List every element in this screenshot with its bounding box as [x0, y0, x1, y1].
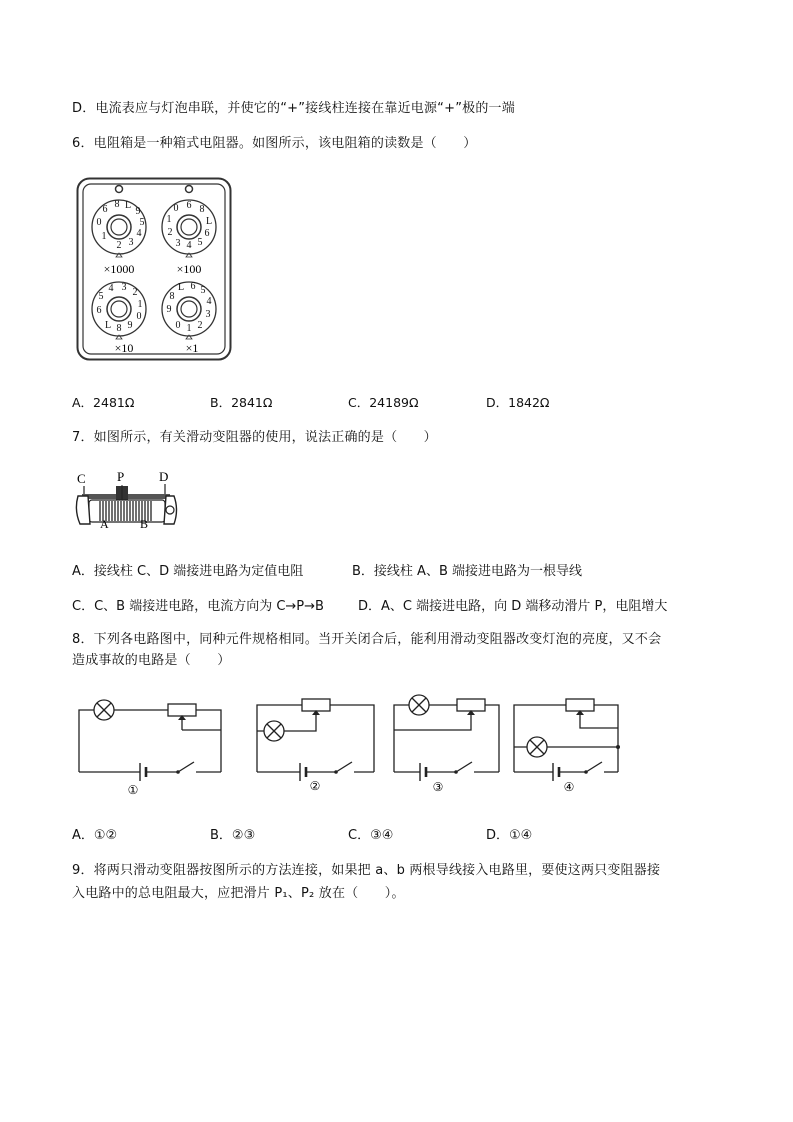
svg-text:0: 0 [173, 203, 179, 214]
svg-text:2: 2 [132, 287, 138, 298]
circuit-2-label: ② [309, 779, 321, 793]
svg-text:6: 6 [102, 204, 108, 215]
svg-text:6: 6 [186, 200, 192, 211]
q8-stem-line-1: 8．下列各电路图中，同种元件规格相同。当开关闭合后，能利用滑动变阻器改变灯泡的亮度，又不会 [72, 632, 662, 647]
dial-hundreds [162, 200, 216, 257]
svg-text:L: L [124, 200, 132, 211]
svg-text:1: 1 [186, 323, 192, 334]
svg-text:5: 5 [139, 217, 145, 228]
q8-option-b[interactable]: B．②③ [210, 828, 256, 843]
svg-text:8: 8 [114, 199, 120, 210]
svg-text:0: 0 [136, 311, 142, 322]
svg-text:3: 3 [175, 238, 181, 249]
q8-option-c[interactable]: C．③④ [348, 828, 394, 843]
svg-text:3: 3 [128, 237, 134, 248]
multiplier-100: ×100 [176, 262, 202, 276]
svg-text:3: 3 [205, 309, 211, 320]
terminal-d-label: D [159, 469, 169, 484]
rheostat-figure [72, 466, 182, 530]
q7-option-d[interactable]: D．A、C 端接进电路，向 D 端移动滑片 P，电阻增大 [358, 599, 668, 614]
circuit-4 [514, 705, 618, 772]
svg-text:2: 2 [197, 320, 203, 331]
svg-text:2: 2 [116, 240, 122, 251]
svg-text:5: 5 [98, 291, 104, 302]
svg-text:5: 5 [197, 237, 203, 248]
svg-text:0: 0 [175, 320, 181, 331]
resistance-box-figure [76, 177, 232, 361]
slider-p-label: P [117, 469, 125, 484]
multiplier-10: ×10 [114, 341, 134, 355]
q6-stem: 6．电阻箱是一种箱式电阻器。如图所示，该电阻箱的读数是（ ） [72, 136, 477, 151]
circuits-figure [74, 690, 630, 802]
q8-option-d[interactable]: D．①④ [486, 828, 533, 843]
svg-text:8: 8 [199, 204, 205, 215]
terminal-a-label: A [100, 517, 109, 530]
svg-text:8: 8 [116, 323, 122, 334]
q6-option-d[interactable]: D．1842Ω [486, 395, 550, 410]
svg-text:0: 0 [96, 217, 102, 228]
svg-text:5: 5 [200, 285, 206, 296]
svg-text:6: 6 [96, 305, 102, 316]
dial-tens [92, 282, 146, 339]
multiplier-1000: ×1000 [103, 262, 135, 276]
svg-text:9: 9 [127, 320, 133, 331]
q7-option-a[interactable]: A．接线柱 C、D 端接进电路为定值电阻 [72, 564, 304, 579]
circuit-3-label: ③ [432, 780, 444, 794]
svg-text:8: 8 [169, 291, 175, 302]
svg-text:L: L [104, 320, 112, 331]
circuit-4-label: ④ [563, 780, 575, 794]
svg-text:L: L [177, 282, 185, 293]
svg-text:4: 4 [206, 296, 212, 307]
multiplier-1: ×1 [185, 341, 199, 355]
dial-ones [162, 281, 216, 339]
terminal-b-label: B [140, 517, 149, 530]
q6-option-a[interactable]: A．2481Ω [72, 395, 135, 410]
q8-stem-line-2: 造成事故的电路是（ ） [72, 653, 231, 668]
q7-option-b[interactable]: B．接线柱 A、B 端接进电路为一根导线 [352, 564, 582, 579]
circuit-1-label: ① [127, 783, 139, 797]
terminal-c-label: C [77, 471, 86, 486]
svg-text:6: 6 [204, 228, 210, 239]
svg-text:3: 3 [121, 282, 127, 293]
svg-text:L: L [205, 216, 213, 227]
q8-option-a[interactable]: A．①② [72, 828, 118, 843]
svg-text:1: 1 [166, 214, 172, 225]
q6-option-c[interactable]: C．24189Ω [348, 395, 419, 410]
q9-stem-line-1: 9．将两只滑动变阻器按图所示的方法连接，如果把 a、b 两根导线接入电路里，要使这两只变阻器接 [72, 863, 661, 878]
svg-text:1: 1 [101, 231, 107, 242]
q9-stem-line-2: 入电路中的总电阻最大，应把滑片 P₁、P₂ 放在（ ）。 [72, 886, 405, 901]
svg-text:9: 9 [135, 206, 141, 217]
svg-text:1: 1 [137, 299, 143, 310]
svg-text:4: 4 [136, 228, 142, 239]
q6-option-b[interactable]: B．2841Ω [210, 395, 273, 410]
svg-text:4: 4 [108, 283, 114, 294]
q7-option-c[interactable]: C．C、B 端接进电路，电流方向为 C→P→B [72, 599, 324, 614]
circuit-3 [394, 705, 499, 772]
svg-text:2: 2 [167, 227, 173, 238]
svg-text:4: 4 [186, 240, 192, 251]
svg-text:9: 9 [166, 304, 172, 315]
svg-text:6: 6 [190, 281, 196, 292]
dial-thousands [92, 199, 146, 257]
q7-stem: 7．如图所示，有关滑动变阻器的使用，说法正确的是（ ） [72, 430, 437, 445]
q5-option-d: D．电流表应与灯泡串联，并使它的“+”接线柱连接在靠近电源“+”极的一端 [72, 101, 515, 116]
